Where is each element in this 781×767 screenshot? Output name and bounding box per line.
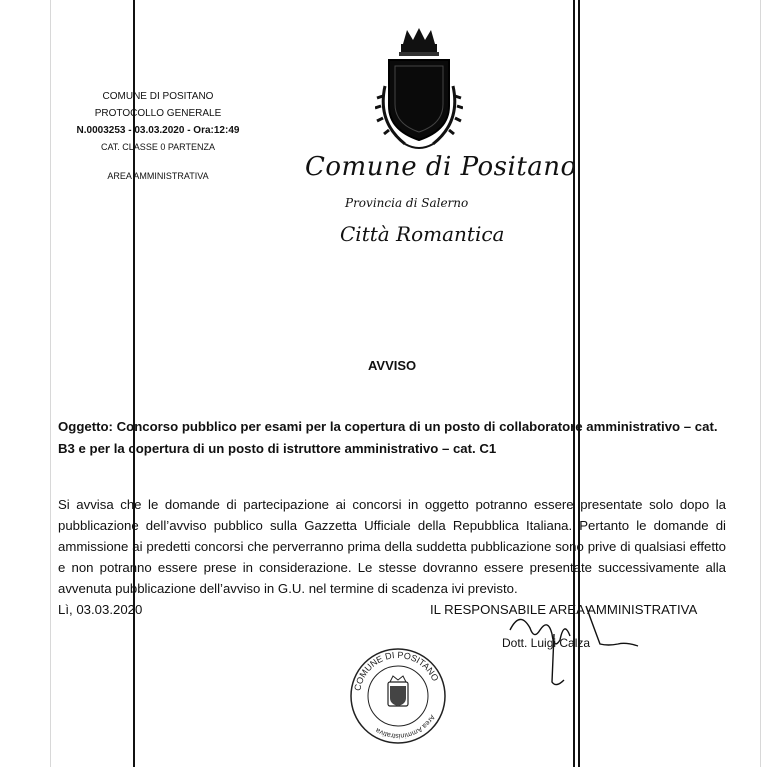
notice-heading: AVVISO bbox=[368, 358, 417, 373]
scan-margin-artifact bbox=[760, 0, 761, 767]
seal-outer-text: COMUNE DI POSITANO bbox=[352, 649, 441, 692]
responsible-title: IL RESPONSABILE AREA AMMINISTRATIVA bbox=[430, 602, 698, 617]
handwritten-signature bbox=[490, 600, 640, 690]
official-seal-icon bbox=[348, 646, 448, 746]
svg-text:COMUNE DI POSITANO bbox=[352, 650, 440, 692]
protocol-line1: COMUNE DI POSITANO bbox=[102, 91, 214, 102]
municipal-crest-icon bbox=[375, 26, 463, 156]
protocol-stamp bbox=[58, 88, 258, 185]
letterhead-motto: Città Romantica bbox=[340, 222, 505, 246]
protocol-classification: CAT. CLASSE 0 PARTENZA bbox=[100, 142, 216, 152]
scan-margin-artifact bbox=[50, 0, 51, 767]
notice-body: Si avvisa che le domande di partecipazione ai concorsi in oggetto potranno essere presentate solo dopo la pubblicazione dell’avviso pubblico sulla Gazzetta Ufficiale della Repubblica Italiana. Pertanto le domande di ammissione ai predetti concorsi che perverranno prima della suddetta pubblicazione sono prive di qualsiasi effetto e non potranno essere prese in considerazione. Le stesse dovranno essere presentate successivamente alla avvenuta pubblicazione dell’avviso in G.U. nel termine di scadenza ivi previsto. bbox=[58, 497, 726, 596]
protocol-line2: PROTOCOLLO GENERALE bbox=[94, 108, 222, 119]
notice-subject bbox=[58, 416, 728, 460]
signer-name: Dott. Luigi Calza bbox=[502, 636, 591, 650]
svg-text:Area Amministrativa bbox=[375, 713, 436, 739]
place-date: Lì, 03.03.2020 bbox=[58, 602, 143, 617]
letterhead-province: Provincia di Salerno bbox=[345, 196, 469, 210]
protocol-number: N.0003253 - 03.03.2020 - Ora:12:49 bbox=[76, 125, 240, 136]
seal-inner-text: Area Amministrativa bbox=[374, 713, 436, 740]
subject-label: Oggetto: bbox=[58, 419, 113, 434]
protocol-area: AREA AMMINISTRATIVA bbox=[107, 171, 209, 181]
letterhead-title: Comune di Positano bbox=[305, 152, 577, 182]
subject-text: Concorso pubblico per esami per la copertura di un posto di collaboratore amministrativo – cat. B3 e per la copertura di un posto di istruttore amministrativo – cat. C1 bbox=[58, 419, 718, 456]
